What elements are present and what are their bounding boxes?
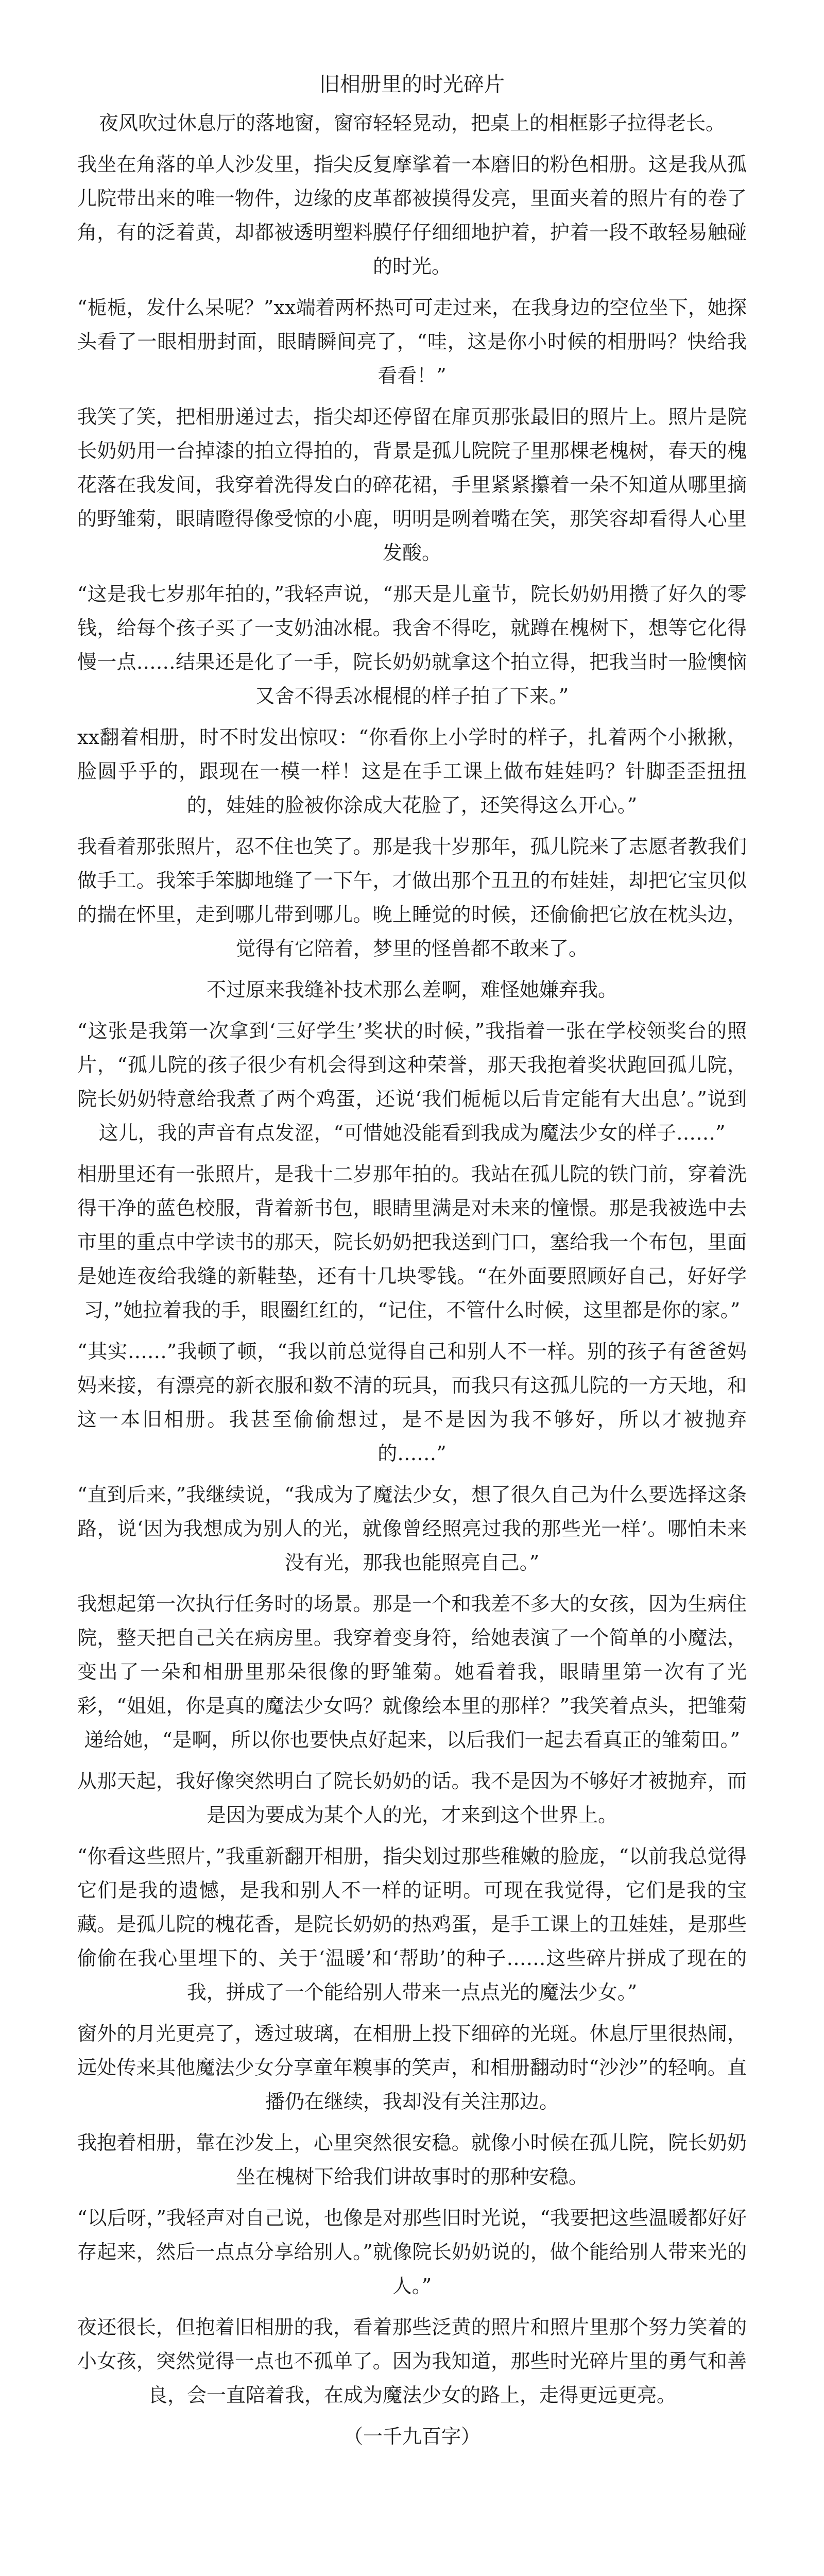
paragraph-14: 从那天起，我好像突然明白了院长奶奶的话。我不是因为不够好才被抛弃，而是因为要成为某个人的光，才来到这个世界上。 bbox=[77, 1770, 747, 1826]
word-count: （一千九百字） bbox=[343, 2425, 480, 2448]
article-title: 旧相册里的时光碎片 bbox=[319, 73, 505, 96]
paragraph-18: “以后呀，”我轻声对自己说，也像是对那些旧时光说，“我要把这些温暖都好好存起来，然后一点点分享给别人。”就像院长奶奶说的，做个能给别人带来光的人。” bbox=[77, 2207, 747, 2297]
paragraph-1: 夜风吹过休息厅的落地窗，窗帘轻轻晃动，把桌上的相框影子拉得老长。 bbox=[98, 112, 725, 134]
paragraph-19: 夜还很长，但抱着旧相册的我，看着那些泛黄的照片和照片里那个努力笑着的小女孩，突然觉得一点也不孤单了。因为我知道，那些时光碎片里的勇气和善良，会一直陪着我，在成为魔法少女的路上，走得更远更亮。 bbox=[77, 2316, 747, 2406]
paragraph-7: 我看着那张照片，忍不住也笑了。那是我十岁那年，孤儿院来了志愿者教我们做手工。我笨手笨脚地缝了一下午，才做出那个丑丑的布娃娃，却把它宝贝似的揣在怀里，走到哪儿带到哪儿。晚上睡觉的时候，还偷偷把它放在枕头边，觉得有它陪着，梦里的怪兽都不敢来了。 bbox=[77, 835, 747, 960]
paragraph-16: 窗外的月光更亮了，透过玻璃，在相册上投下细碎的光斑。休息厅里很热闹，远处传来其他魔法少女分享童年糗事的笑声，和相册翻动时“沙沙”的轻响。直播仍在继续，我却没有关注那边。 bbox=[77, 2022, 747, 2113]
paragraph-17: 我抱着相册，靠在沙发上，心里突然很安稳。就像小时候在孤儿院，院长奶奶坐在槐树下给我们讲故事时的那种安稳。 bbox=[77, 2131, 747, 2188]
paragraph-6: xx翻着相册，时不时发出惊叹：“你看你上小学时的样子，扎着两个小揪揪，脸圆乎乎的，跟现在一模一样！这是在手工课上做布娃娃吗？针脚歪歪扭扭的，娃娃的脸被你涂成大花脸了，还笑得这么开心。” bbox=[77, 726, 747, 817]
paragraph-9: “这张是我第一次拿到‘三好学生’奖状的时候，”我指着一张在学校领奖台的照片，“孤儿院的孩子很少有机会得到这种荣誉，那天我抱着奖状跑回孤儿院，院长奶奶特意给我煮了两个鸡蛋，还说‘我们栀栀以后肯定能有大出息’。”说到这儿，我的声音有点发涩，“可惜她没能看到我成为魔法少女的样子……” bbox=[77, 1020, 747, 1144]
paragraph-5: “这是我七岁那年拍的，”我轻声说，“那天是儿童节，院长奶奶用攒了好久的零钱，给每个孩子买了一支奶油冰棍。我舍不得吃，就蹲在槐树下，想等它化得慢一点……结果还是化了一手，院长奶奶就拿这个拍立得，把我当时一脸懊恼又舍不得丢冰棍棍的样子拍了下来。” bbox=[77, 583, 747, 707]
paragraph-2: 我坐在角落的单人沙发里，指尖反复摩挲着一本磨旧的粉色相册。这是我从孤儿院带出来的唯一物件，边缘的皮革都被摸得发亮，里面夹着的照片有的卷了角，有的泛着黄，却都被透明塑料膜仔仔细细地护着，护着一段不敢轻易触碰的时光。 bbox=[77, 153, 747, 278]
paragraph-4: 我笑了笑，把相册递过去，指尖却还停留在扉页那张最旧的照片上。照片是院长奶奶用一台掉漆的拍立得拍的，背景是孤儿院院子里那棵老槐树，春天的槐花落在我发间，我穿着洗得发白的碎花裙，手里紧紧攥着一朵不知道从哪里摘的野雏菊，眼睛瞪得像受惊的小鹿，明明是咧着嘴在笑，那笑容却看得人心里发酸。 bbox=[77, 405, 747, 564]
paragraph-10: 相册里还有一张照片，是我十二岁那年拍的。我站在孤儿院的铁门前，穿着洗得干净的蓝色校服，背着新书包，眼睛里满是对未来的憧憬。那是我被选中去市里的重点中学读书的那天，院长奶奶把我送到门口，塞给我一个布包，里面是她连夜给我缝的新鞋垫，还有十几块零钱。“在外面要照顾好自己，好好学习，”她拉着我的手，眼圈红红的，“记住，不管什么时候，这里都是你的家。” bbox=[77, 1163, 747, 1321]
paragraph-8: 不过原来我缝补技术那么差啊，难怪她嫌弃我。 bbox=[206, 978, 617, 1001]
paragraph-15: “你看这些照片，”我重新翻开相册，指尖划过那些稚嫩的脸庞，“以前我总觉得它们是我的遗憾，是我和别人不一样的证明。可现在我觉得，它们是我的宝藏。是孤儿院的槐花香，是院长奶奶的热鸡蛋，是手工课上的丑娃娃，是那些偷偷在我心里埋下的、关于‘温暖’和‘帮助’的种子……这些碎片拼成了现在的我，拼成了一个能给别人带来一点点光的魔法少女。” bbox=[77, 1845, 747, 2004]
article bbox=[77, 67, 747, 2453]
paragraph-3: “栀栀，发什么呆呢？”xx端着两杯热可可走过来，在我身边的空位坐下，她探头看了一眼相册封面，眼睛瞬间亮了，“哇，这是你小时候的相册吗？快给我看看！” bbox=[77, 296, 747, 387]
paragraph-13: 我想起第一次执行任务时的场景。那是一个和我差不多大的女孩，因为生病住院，整天把自己关在病房里。我穿着变身符，给她表演了一个简单的小魔法，变出了一朵和相册里那朵很像的野雏菊。她看着我，眼睛里第一次有了光彩，“姐姐，你是真的魔法少女吗？就像绘本里的那样？”我笑着点头，把雏菊递给她，“是啊，所以你也要快点好起来，以后我们一起去看真正的雏菊田。” bbox=[77, 1592, 747, 1751]
paragraph-12: “直到后来，”我继续说，“我成为了魔法少女，想了很久自己为什么要选择这条路，说‘因为我想成为别人的光，就像曾经照亮过我的那些光一样’。哪怕未来没有光，那我也能照亮自己。” bbox=[77, 1483, 747, 1574]
paragraph-11: “其实……”我顿了顿，“我以前总觉得自己和别人不一样。别的孩子有爸爸妈妈来接，有漂亮的新衣服和数不清的玩具，而我只有这孤儿院的一方天地，和这一本旧相册。我甚至偷偷想过，是不是因为我不够好，所以才被抛弃的……” bbox=[77, 1340, 747, 1465]
